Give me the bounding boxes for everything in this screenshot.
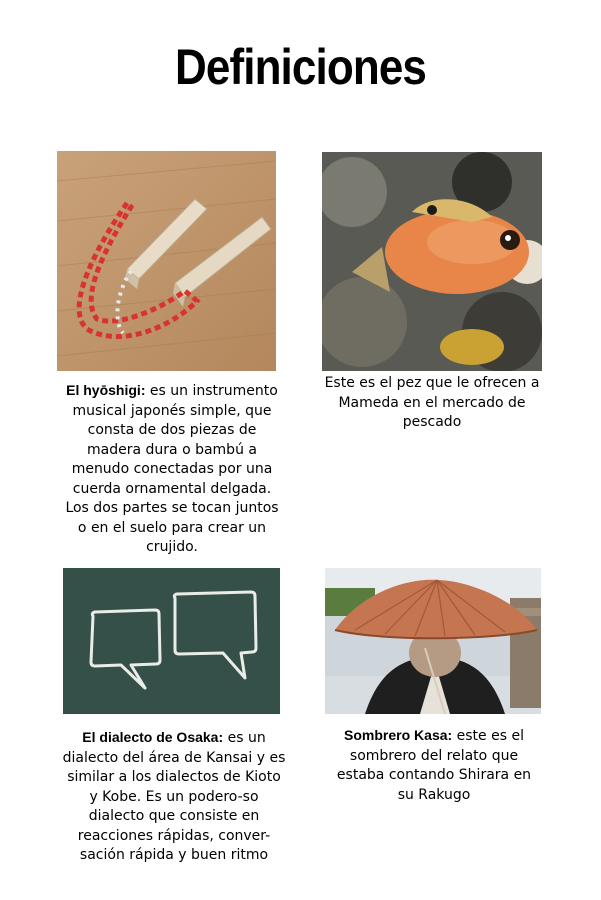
kasa-hat-definition: este es el sombrero del relato que estaba contando Shirara en su Rakugo	[336, 728, 532, 803]
hyoshigi-caption	[60, 381, 284, 558]
osaka-dialect-definition: es un dialecto del área de Kansai y es similar a los dialectos de Kioto y Kobe. Es un podero-so dialecto que consiste en reacciones rápidas, conver-sación rápida y buen ritmo	[62, 730, 286, 863]
kasa-hat-monk-photo	[325, 568, 541, 714]
fish-description: Este es el pez que le ofrecen a Mameda en el mercado de pescado	[324, 375, 540, 430]
hyoshigi-term: El hyōshigi:	[66, 382, 146, 398]
page-title: Definiciones	[174, 39, 427, 95]
kasa-hat-term: Sombrero Kasa:	[344, 727, 453, 743]
kasa-hat-caption	[328, 726, 540, 805]
osaka-dialect-caption	[62, 728, 286, 866]
fish-caption	[318, 374, 546, 433]
wooden-clappers-photo	[57, 151, 276, 371]
osaka-dialect-term: El dialecto de Osaka:	[82, 729, 224, 745]
hyoshigi-definition: es un instrumento musical japonés simple, que consta de dos piezas de madera dura o bambú a menudo conectadas por una cuerda ornamental delgada. Los dos partes se tocan juntos o en el suelo para crear un crujido.	[65, 383, 279, 555]
speech-bubbles-chalkboard-photo	[63, 568, 280, 714]
orange-fish-photo	[322, 152, 542, 371]
